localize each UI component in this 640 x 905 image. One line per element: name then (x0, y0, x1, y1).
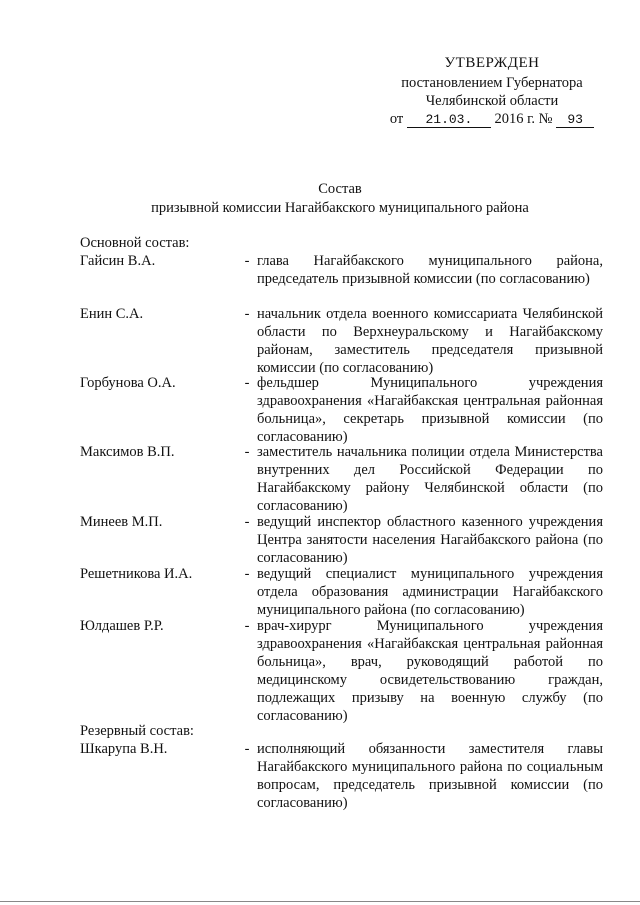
page-edge (0, 901, 640, 902)
member-name: Шкарупа В.Н. (80, 741, 168, 757)
dash: - (244, 618, 250, 634)
member-description: ведущий инспектор областного казенного учреждения Центра занятости населения Нагайбакского района (по согласованию) (257, 514, 603, 566)
dash: - (244, 375, 250, 391)
member-name: Енин С.А. (80, 306, 144, 322)
decree-number: 93 (556, 112, 594, 128)
member-name: Юлдашев Р.Р. (80, 618, 164, 634)
approval-line-2: Челябинской области (425, 93, 559, 109)
dash: - (244, 253, 250, 269)
member-description: исполняющий обязанности заместителя главы Нагайбакского муниципального района по социальным вопросам, председатель призывной комиссии (по согласованию) (257, 741, 603, 811)
approval-dateline (372, 110, 612, 128)
member-description: глава Нагайбакского муниципального района, председатель призывной комиссии (по согласованию) (257, 253, 603, 287)
member-description: фельдшер Муниципального учреждения здравоохранения «Нагайбакская центральная районная больница», секретарь призывной комиссии (по согласованию) (257, 375, 603, 445)
dash: - (244, 306, 250, 322)
dash: - (244, 741, 250, 757)
date-value: 21.03. (407, 112, 491, 128)
member-name: Минеев М.П. (80, 514, 163, 530)
dash: - (244, 514, 250, 530)
approval-line-1: постановлением Губернатора (401, 75, 583, 91)
date-suffix: 2016 г. № (494, 111, 553, 127)
title-line-1: Состав (318, 181, 362, 197)
dash: - (244, 566, 250, 582)
main-section-label: Основной состав: (80, 235, 190, 251)
member-name: Решетникова И.А. (80, 566, 193, 582)
member-name: Максимов В.П. (80, 444, 175, 460)
member-description: заместитель начальника полиции отдела Министерства внутренних дел Российской Федерации по Нагайбакскому району Челябинской области (по согласованию) (257, 444, 603, 514)
reserve-section-label: Резервный состав: (80, 723, 194, 739)
approval-heading: УТВЕРЖДЕН (444, 55, 540, 71)
member-description: врач-хирург Муниципального учреждения здравоохранения «Нагайбакская центральная районная больница», врач, руководящий работой по медицинскому освидетельствованию граждан, подлежащих призыву на военную службу (по согласованию) (257, 618, 603, 724)
member-description: ведущий специалист муниципального учреждения отдела образования администрации Нагайбакского муниципального района (по согласованию) (257, 566, 603, 618)
title-line-2: призывной комиссии Нагайбакского муниципального района (151, 200, 529, 216)
member-name: Гайсин В.А. (80, 253, 156, 269)
member-name: Горбунова О.А. (80, 375, 176, 391)
document-title (80, 180, 600, 218)
dash: - (244, 444, 250, 460)
approval-block (372, 54, 612, 128)
date-prefix: от (389, 111, 404, 127)
member-description: начальник отдела военного комиссариата Челябинской области по Верхнеуральскому и Нагайбакскому районам, заместитель председателя призывной комиссии (по согласованию) (257, 306, 603, 376)
